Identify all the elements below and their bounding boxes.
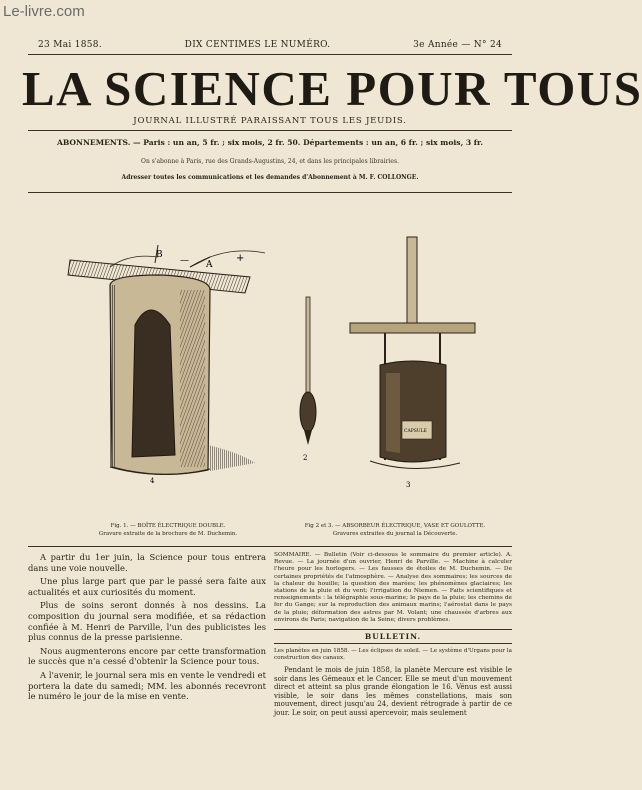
jar-figure <box>350 237 475 489</box>
bulletin-subtitle: Les planètes en juin 1858. — Les éclipses de soleil. — Le système d'Urgans pour la construction des canaux. <box>274 648 512 662</box>
issue-date: 23 Mai 1858. <box>38 40 102 50</box>
label-b: B <box>156 250 163 260</box>
divider <box>28 54 512 55</box>
divider <box>28 546 512 547</box>
tube-figure <box>300 297 316 462</box>
engraving-illustration <box>40 205 510 505</box>
caption-source: Gravures extraites du journal la Découverte. <box>332 531 458 537</box>
divider <box>28 130 512 131</box>
caption-title: Fig 2 et 3. — ABSORBEUR ÉLECTRIQUE, VASE ET GOULOTTE. <box>304 523 486 529</box>
paragraph: A partir du 1er juin, la Science pour tous entrera dans une voie nouvelle. <box>28 552 266 573</box>
summary-column <box>274 552 512 718</box>
subscription-rates: ABONNEMENTS. — Paris : un an, 5 fr. ; six mois, 2 fr. 50. Départements : un an, 6 fr. ; six mois, 3 fr. <box>56 138 483 147</box>
caption-source: Gravure extraite de la brochure de M. Duchemin. <box>98 531 238 537</box>
sommaire: SOMMAIRE. — Bulletin (Voir ci-dessous le sommaire du premier article). A. Revue. — La journée d'un ouvrier, Henri de Parville. — Machine à calculer l'heure pour les horlogers. — Les fausses de étoiles de M. Duchemin. — De certaines propriétés de l'atmosphère. — Analyse des sommaires; les sources de la chaleur du houille; la question des marées; les phénomènes glaciaires; les stations de la pluie et du vent; l'irrigation du Niemen. — Faits scientifiques et renseignements : la télégraphie sous-marine; le pays de la pluie; les chemins de fer du Gange; sur la reproduction des animaux marins; l'aérostat dans le pays de la pluie; déformation des astres par M. Volant; une chaussée d'arbres aux environs de Paris; navigation de la Seine; divers problèmes. <box>274 552 512 623</box>
dateline <box>38 40 502 50</box>
figure-number-4: 4 <box>150 477 155 485</box>
divider <box>28 192 512 193</box>
bulletin-text: Pendant le mois de juin 1858, la planète Mercure est visible le soir dans les Gémeaux et le Cancer. Elle se meut d'un mouvement direct et atteint sa plus grande élongation le 16. Vénus est aussi visible, le soir dans les mêmes constellations, mais son mouvement, direct jusqu'au 24, devient rétrograde à partir de ce jour. Le soir, on peut aussi apercevoir, mais seulement <box>274 666 512 717</box>
announcement-column <box>28 552 266 705</box>
masthead-title: LA SCIENCE POUR TOUS <box>22 61 642 116</box>
jar-label: CAPSULE <box>404 429 427 434</box>
paragraph: A l'avenir, le journal sera mis en vente le vendredi et portera la date du samedi; MM. les abonnés recevront le numéro le jour de la mise en vente. <box>28 669 266 702</box>
caption-figure-2-3 <box>290 522 500 538</box>
paragraph: Plus de soins seront donnés à nos dessins. La composition du journal sera modifiée, et sa rédaction confiée à M. Henri de Parville, l'un des publicistes les plus connus de la presse parisienne. <box>28 600 266 643</box>
caption-title: Fig. 1. — BOÎTE ÉLECTRIQUE DOUBLE. <box>110 523 226 529</box>
label-plus: + <box>236 253 245 264</box>
watermark: Le-livre.com <box>3 3 85 20</box>
subscription-contact: Adresser toutes les communications et les demandes d'Abonnement à M. F. COLLONGE. <box>121 174 419 181</box>
issue-price: DIX CENTIMES LE NUMÉRO. <box>184 40 331 50</box>
figure-number-3: 3 <box>406 481 411 489</box>
caption-figure-1 <box>68 522 268 538</box>
paragraph: Une plus large part que par le passé sera faite aux actualités et aux curiosités du moment. <box>28 576 266 597</box>
electric-box-figure <box>68 245 265 485</box>
issue-number: 3e Année — N° 24 <box>413 40 502 50</box>
label-minus: — <box>180 256 189 266</box>
masthead-subtitle: JOURNAL ILLUSTRÉ PARAISSANT TOUS LES JEUDIS. <box>133 116 407 126</box>
subscription-address: On s'abonne à Paris, rue des Grands-Augustins, 24, et dans les principales librairies. <box>141 158 399 165</box>
label-a: A <box>206 260 213 270</box>
figure-number-2: 2 <box>303 454 308 462</box>
paragraph: Nous augmenterons encore par cette transformation le succès que n'a cessé d'obtenir la Science pour tous. <box>28 645 266 667</box>
bulletin-heading: BULLETIN. <box>274 629 512 644</box>
